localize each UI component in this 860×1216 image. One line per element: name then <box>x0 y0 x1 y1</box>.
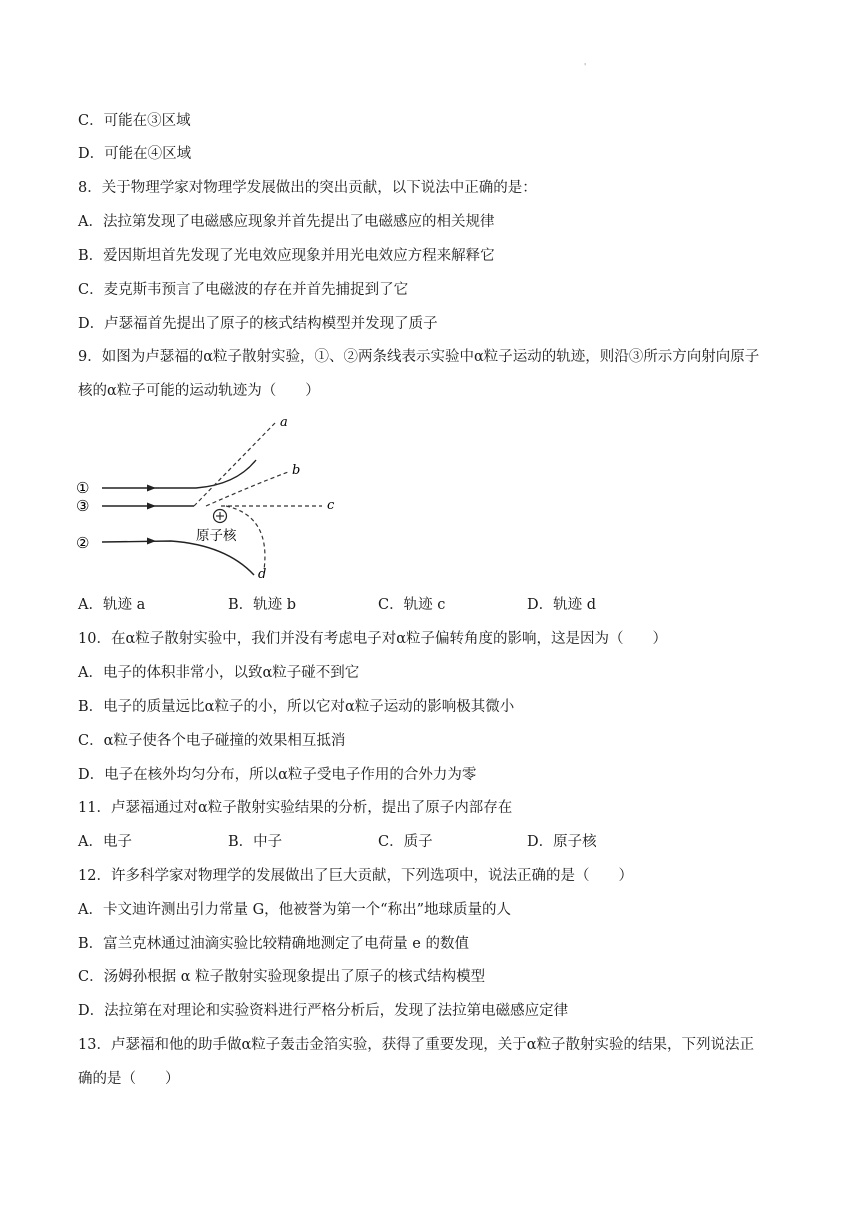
fig-label-a: a <box>280 415 288 430</box>
q11-option-d: D．原子核 <box>527 834 597 850</box>
arrow-3-icon <box>147 503 156 510</box>
q10-option-d: D．电子在核外均匀分布，所以α粒子受电子作用的合外力为零 <box>78 767 477 783</box>
q8-option-c: C．麦克斯韦预言了电磁波的存在并首先捕捉到了它 <box>78 282 409 298</box>
nucleus-label: 原子核 <box>196 528 237 544</box>
q9-option-a: A．轨迹 a <box>78 597 146 613</box>
q8-option-d: D．卢瑟福首先提出了原子的核式结构模型并发现了质子 <box>78 316 438 332</box>
q12-option-b: B．富兰克林通过油滴实验比较精确地测定了电荷量 e 的数值 <box>78 936 469 952</box>
q11-option-c: C．质子 <box>378 834 433 850</box>
fig-label-3: ③ <box>76 497 90 515</box>
trajectory-2 <box>102 541 254 575</box>
nucleus-icon <box>214 510 227 523</box>
q12-option-c: C．汤姆孙根据 α 粒子散射实验现象提出了原子的核式结构模型 <box>78 969 486 985</box>
q8-option-b: B．爱因斯坦首先发现了光电效应现象并用光电效应方程来解释它 <box>78 248 495 264</box>
q9-option-c: C．轨迹 c <box>378 597 446 613</box>
q9-option-b: B．轨迹 b <box>228 597 297 613</box>
q10-option-b: B．电子的质量远比α粒子的小，所以它对α粒子运动的影响极其微小 <box>78 699 515 715</box>
q12-stem: 12．许多科学家对物理学的发展做出了巨大贡献，下列选项中，说法正确的是（ ） <box>78 868 633 884</box>
q13-stem-line2: 确的是（ ） <box>78 1071 180 1087</box>
fig-label-b: b <box>292 463 301 478</box>
fig-label-c: c <box>327 498 335 513</box>
q7-option-d: D．可能在④区域 <box>78 146 192 162</box>
q9-stem-line1: 9．如图为卢瑟福的α粒子散射实验，①、②两条线表示实验中α粒子运动的轨迹，则沿③所示方向射向原子 <box>78 349 760 365</box>
fig-label-d: d <box>258 567 267 582</box>
arrow-2-icon <box>147 538 156 545</box>
path-b <box>206 472 288 506</box>
q11-option-b: B．中子 <box>228 834 283 850</box>
q11-stem: 11．卢瑟福通过对α粒子散射实验结果的分析，提出了原子内部存在 <box>78 800 513 816</box>
q10-option-a: A．电子的体积非常小，以致α粒子碰不到它 <box>78 665 360 681</box>
q11-option-a: A．电子 <box>78 834 132 850</box>
q9-option-d: D．轨迹 d <box>527 597 597 613</box>
fig-label-1: ① <box>76 479 90 497</box>
q11-options <box>78 831 778 853</box>
q7-option-c: C．可能在③区域 <box>78 113 191 129</box>
q8-option-a: A．法拉第发现了电磁感应现象并首先提出了电磁感应的相关规律 <box>78 214 495 230</box>
q13-stem-line1: 13．卢瑟福和他的助手做α粒子轰击金箔实验，获得了重要发现，关于α粒子散射实验的结果，下列说法正 <box>78 1037 755 1053</box>
q12-option-d: D．法拉第在对理论和实验资料进行严格分析后，发现了法拉第电磁感应定律 <box>78 1003 569 1019</box>
q10-stem: 10．在α粒子散射实验中，我们并没有考虑电子对α粒子偏转角度的影响，这是因为（ ） <box>78 631 668 647</box>
q9-stem-line2: 核的α粒子可能的运动轨迹为（ ） <box>78 383 320 399</box>
q10-option-c: C．α粒子使各个电子碰撞的效果相互抵消 <box>78 733 346 749</box>
scattering-diagram <box>76 410 346 585</box>
q8-stem: 8．关于物理学家对物理学发展做出的突出贡献，以下说法中正确的是： <box>78 180 537 196</box>
q9-options <box>78 594 778 616</box>
header-mark: ' <box>584 62 587 71</box>
arrow-1-icon <box>147 485 156 492</box>
fig-label-2: ② <box>76 534 90 552</box>
q12-option-a: A．卡文迪许测出引力常量 G，他被誉为第一个“称出”地球质量的人 <box>78 902 511 918</box>
trajectory-1 <box>102 460 256 488</box>
